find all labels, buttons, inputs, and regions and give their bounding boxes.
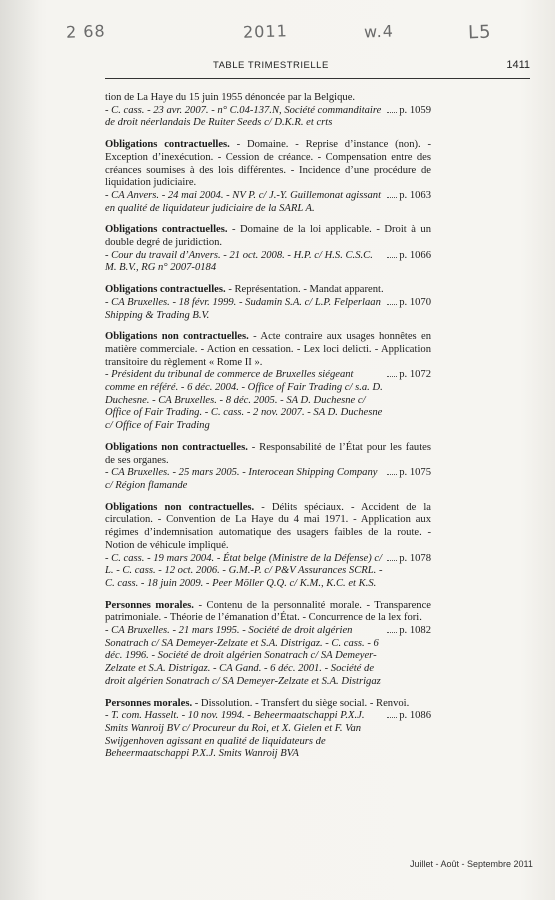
entry-reference xyxy=(105,369,431,433)
dot-leader xyxy=(387,632,397,633)
index-entry xyxy=(105,502,431,591)
entry-text: - Acte contraire aux usages honnêtes en matière commerciale. - Action en cessation. - Lex loci delicti. - Application transitoire du règlement « Rome II ». xyxy=(105,331,432,368)
entry-text: tion de La Haye du 15 juin 1955 dénoncée par la Belgique. xyxy=(105,92,356,103)
entry-page-ref: p. 1070 xyxy=(399,296,431,308)
dot-leader xyxy=(387,717,397,718)
entry-refs: - Président du tribunal de commerce de Bruxelles siégeant comme en référé. - 6 déc. 2004. - Office of Fair Trading c/ s.a. D. Duchesne. - CA Bruxelles. - 8 déc. 2005. - SA D. Duchesne c/ Office of Fair Trading. - C. cass. - 2 nov. 2007. - SA D. Duchesne c/ Office of Fair Trading xyxy=(105,369,383,432)
entry-reference xyxy=(105,625,431,689)
entry-page-ref: p. 1063 xyxy=(399,189,431,201)
entry-refs: - CA Bruxelles. - 21 mars 1995. - Société de droit algérien Sonatrach c/ SA Demeyer-Zelzate et S.A. Distrigaz. - C. cass. - 6 déc. 1996. - Société de droit algérien Sonatrach c/ SA Demeyer-Zelzate et S.A. Distrigaz. - CA Gand. - 6 déc. 2001. - Société de droit algérien Sonatrach c/ SA Demeyer-Zelzate et S.A. Distrigaz xyxy=(105,625,381,687)
entry-keyword: Obligations contractuelles. xyxy=(105,224,228,236)
entry-text: - Domaine de la loi applicable. - Droit à un double degré de juridiction. xyxy=(105,224,431,249)
handwritten-note-2: 2011 xyxy=(242,21,289,42)
entry-page-ref: p. 1082 xyxy=(399,625,431,637)
running-title: TABLE TRIMESTRIELLE xyxy=(213,60,329,71)
index-entry xyxy=(105,442,431,493)
entry-page-ref: p. 1059 xyxy=(399,104,431,116)
running-header xyxy=(105,58,530,79)
entry-refs: - Cour du travail d’Anvers. - 21 oct. 2008. - H.P. c/ H.S. C.S.C. M. B.V., RG n° 2007-0184 xyxy=(105,249,373,274)
entry-reference xyxy=(105,710,431,761)
index-entry xyxy=(105,139,431,215)
entry-page-ref: p. 1075 xyxy=(399,467,431,479)
handwritten-note-3: w.4 xyxy=(363,21,395,42)
handwritten-note-4: L5 xyxy=(467,21,492,44)
index-entry xyxy=(105,284,431,322)
issue-footer: Juillet - Août - Septembre 2011 xyxy=(410,859,533,869)
dot-leader xyxy=(387,304,397,305)
binding-shadow xyxy=(0,0,48,900)
entry-keyword: Obligations non contractuelles. xyxy=(105,501,255,513)
dot-leader xyxy=(387,112,397,113)
entry-keyword: Obligations contractuelles. xyxy=(105,284,226,296)
page-number: 1411 xyxy=(506,59,530,71)
entry-page-ref: p. 1078 xyxy=(399,552,431,564)
entry-text: - Domaine. - Reprise d’instance (non). - Exception d’inexécution. - Cession de créance. - Compensation entre des créances soumises à des lois différentes. - Incidence d’une procédure de liquidation judiciaire. xyxy=(105,139,431,189)
dot-leader xyxy=(387,257,397,258)
index-entries xyxy=(105,92,431,770)
entry-refs: - CA Bruxelles. - 25 mars 2005. - Interocean Shipping Company c/ Région flamande xyxy=(105,467,378,491)
entry-refs: - CA Anvers. - 24 mai 2004. - NV P. c/ J.-Y. Guillemonat agissant en qualité de liquidateur judiciaire de la SARL A. xyxy=(105,189,382,214)
entry-text: - Contenu de la personnalité morale. - Transparence patrimoniale. - Théorie de l’émanation d’État. - Concurrence de la lex fori. xyxy=(105,599,431,624)
dot-leader xyxy=(387,560,397,561)
dot-leader xyxy=(387,376,397,377)
entry-refs: - T. com. Hasselt. - 10 nov. 1994. - Beheermaatschappi P.X.J. Smits Wanroij BV c/ Procureur du Roi, et X. Gielen et F. Van Swijgenhoven agissant en qualité de liquidateurs de Beheermaatschappi P.X.J. Smits Wanroij BVA xyxy=(105,710,365,760)
index-entry xyxy=(105,698,431,762)
entry-keyword: Obligations non contractuelles. xyxy=(105,331,249,343)
index-entry xyxy=(105,92,431,130)
index-entry xyxy=(105,331,431,433)
dot-leader xyxy=(387,197,397,198)
index-entry xyxy=(105,600,431,689)
entry-refs: - C. cass. - 23 avr. 2007. - n° C.04-137.N, Société commanditaire de droit néerlandais De Ruiter Seeds c/ D.K.R. et crts xyxy=(105,104,382,129)
entry-reference xyxy=(105,250,431,275)
entry-page-ref: p. 1066 xyxy=(399,249,431,261)
entry-reference xyxy=(105,553,431,591)
entry-text: - Représentation. - Mandat apparent. xyxy=(228,284,384,296)
entry-reference xyxy=(105,190,431,215)
entry-keyword: Obligations contractuelles. xyxy=(105,139,230,151)
entry-keyword: Personnes morales. xyxy=(105,697,193,709)
entry-refs: - CA Bruxelles. - 18 févr. 1999. - Sudamin S.A. c/ L.P. Felperlaan Shipping & Trading B.V. xyxy=(105,296,381,321)
entry-text: - Responsabilité de l’État pour les fautes de ses organes. xyxy=(105,441,431,466)
handwritten-notes xyxy=(0,22,555,52)
entry-reference xyxy=(105,105,431,130)
dot-leader xyxy=(387,474,397,475)
entry-text: - Dissolution. - Transfert du siège social. - Renvoi. xyxy=(194,697,410,709)
entry-reference xyxy=(105,297,431,322)
entry-text: - Délits spéciaux. - Accident de la circulation. - Convention de La Haye du 4 mai 1971. - Application aux régimes d’indemnisation automatique des usagers faibles de la route. - Notion de véhicule impliqué. xyxy=(105,501,431,551)
handwritten-note-1: 2 68 xyxy=(65,21,106,42)
entry-keyword: Personnes morales. xyxy=(105,599,194,611)
index-entry xyxy=(105,224,431,275)
entry-page-ref: p. 1072 xyxy=(399,369,431,381)
entry-reference xyxy=(105,467,431,492)
entry-page-ref: p. 1086 xyxy=(399,710,431,722)
entry-refs: - C. cass. - 19 mars 2004. - État belge (Ministre de la Défense) c/ L. - C. cass. - 12 oct. 2006. - G.M.-P. c/ P&V Assurances SCRL. - C. cass. - 18 juin 2009. - Peer Möller Q.Q. c/ K.M., K.C. et K.S. xyxy=(105,552,383,589)
entry-keyword: Obligations non contractuelles. xyxy=(105,441,248,453)
